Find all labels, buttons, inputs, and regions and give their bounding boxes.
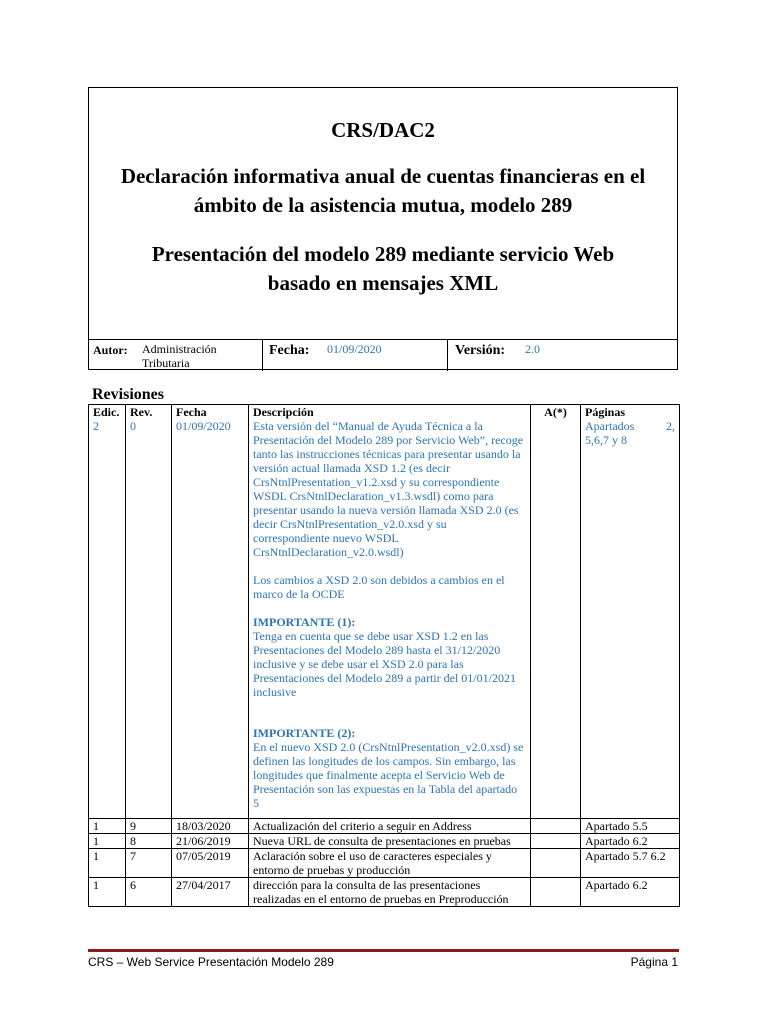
cell-a <box>531 819 581 834</box>
column-header: Descripción <box>249 405 531 420</box>
pages-rest: 5,6,7 y 8 <box>585 433 627 447</box>
important-1-text: Tenga en cuenta que se debe usar XSD 1.2 en las Presentaciones del Modelo 289 hasta el 31/12/2020 inclusive y se debe usar el XSD 2.0 para las Presentaciones del Modelo 289 a partir del 01/01/2021 inclusive <box>253 629 516 699</box>
cell-descripcion <box>249 419 531 819</box>
important-1-title: IMPORTANTE (1): <box>253 615 356 629</box>
cell-descripcion: dirección para la consulta de las presentaciones realizadas en el entorno de pruebas en Preproducción <box>249 878 531 907</box>
cell-descripcion: Nueva URL de consulta de presentaciones en pruebas <box>249 834 531 849</box>
cell-fecha: 07/05/2019 <box>172 849 249 878</box>
table-header-row <box>89 405 680 420</box>
cell-rev: 0 <box>126 419 172 819</box>
footer-document-name: CRS – Web Service Presentación Modelo 289 <box>88 955 334 969</box>
column-header: Rev. <box>126 405 172 420</box>
author-value: Administración Tributaria <box>142 342 217 370</box>
cell-rev: 7 <box>126 849 172 878</box>
cell-paginas <box>581 419 680 819</box>
cell-fecha: 01/09/2020 <box>172 419 249 819</box>
cell-edic: 1 <box>89 878 126 907</box>
table-row <box>89 819 680 834</box>
cell-descripcion: Aclaración sobre el uso de caracteres especiales y entorno de pruebas y producción <box>249 849 531 878</box>
cell-fecha: 21/06/2019 <box>172 834 249 849</box>
document-subtitle: Presentación del modelo 289 mediante servicio Web basado en mensajes XML <box>151 242 615 295</box>
desc-paragraph: Los cambios a XSD 2.0 son debidos a cambios en el marco de la OCDE <box>253 573 505 601</box>
footer-page-number: Página 1 <box>630 955 678 969</box>
column-header: Edic. <box>89 405 126 420</box>
cell-paginas: Apartado 6.2 <box>581 878 680 907</box>
cell-edic: 1 <box>89 819 126 834</box>
cell-a <box>531 878 581 907</box>
document-code: CRS/DAC2 <box>331 118 435 142</box>
meta-divider <box>262 340 263 371</box>
author-label: Autor: <box>93 343 128 357</box>
date-label: Fecha: <box>269 343 310 358</box>
title-box <box>88 87 678 370</box>
cell-a <box>531 849 581 878</box>
cell-a <box>531 834 581 849</box>
cell-a <box>531 419 581 819</box>
revisions-table <box>88 404 680 907</box>
pages-num: 2, <box>666 419 675 433</box>
cell-edic: 1 <box>89 834 126 849</box>
pages-word: Apartados <box>585 419 635 433</box>
footer-rule <box>88 949 679 952</box>
table-row <box>89 419 680 819</box>
column-header: Páginas <box>581 405 680 420</box>
important-2-title: IMPORTANTE (2): <box>253 726 356 740</box>
desc-paragraph: Esta versión del “Manual de Ayuda Técnica a la Presentación del Modelo 289 por Servicio Web”, recoge tanto las instrucciones técnicas para presentar usando la versión actual llamada XSD 1.2 (es decir CrsNtnlPresentation_v1.2.xsd y su correspondiente WSDL CrsNtnlDeclaration_v1.3.wsdl) como para presentar usando la nueva versión llamada XSD 2.0 (es decir CrsNtnlPresentation_v2.0.xsd y su correspondiente nuevo WSDL CrsNtnlDeclaration_v2.0.wsdl) <box>253 419 524 559</box>
cell-edic: 1 <box>89 849 126 878</box>
column-header: Fecha <box>172 405 249 420</box>
table-row <box>89 834 680 849</box>
column-header: A(*) <box>531 405 581 420</box>
date-value: 01/09/2020 <box>327 342 382 356</box>
cell-fecha: 18/03/2020 <box>172 819 249 834</box>
important-2-text: En el nuevo XSD 2.0 (CrsNtnlPresentation_v2.0.xsd) se definen las longitudes de los campos. Sin embargo, las longitudes que finalmente acepta el Servicio Web de Presentación son las expuestas en la Tabla del apartado 5 <box>253 740 524 810</box>
meta-divider <box>447 340 448 371</box>
cell-paginas: Apartado 5.5 <box>581 819 680 834</box>
version-value: 2.0 <box>525 342 540 356</box>
cell-rev: 6 <box>126 878 172 907</box>
cell-paginas: Apartado 6.2 <box>581 834 680 849</box>
cell-rev: 8 <box>126 834 172 849</box>
cell-paginas: Apartado 5.7 6.2 <box>581 849 680 878</box>
cell-fecha: 27/04/2017 <box>172 878 249 907</box>
revisions-heading: Revisiones <box>92 386 164 403</box>
cell-rev: 9 <box>126 819 172 834</box>
cell-descripcion: Actualización del criterio a seguir en Address <box>249 819 531 834</box>
version-label: Versión: <box>455 343 506 358</box>
table-row <box>89 849 680 878</box>
document-meta <box>89 339 677 371</box>
table-row <box>89 878 680 907</box>
cell-edic: 2 <box>89 419 126 819</box>
document-title: Declaración informativa anual de cuentas financieras en el ámbito de la asistencia mutua, modelo 289 <box>120 164 646 217</box>
